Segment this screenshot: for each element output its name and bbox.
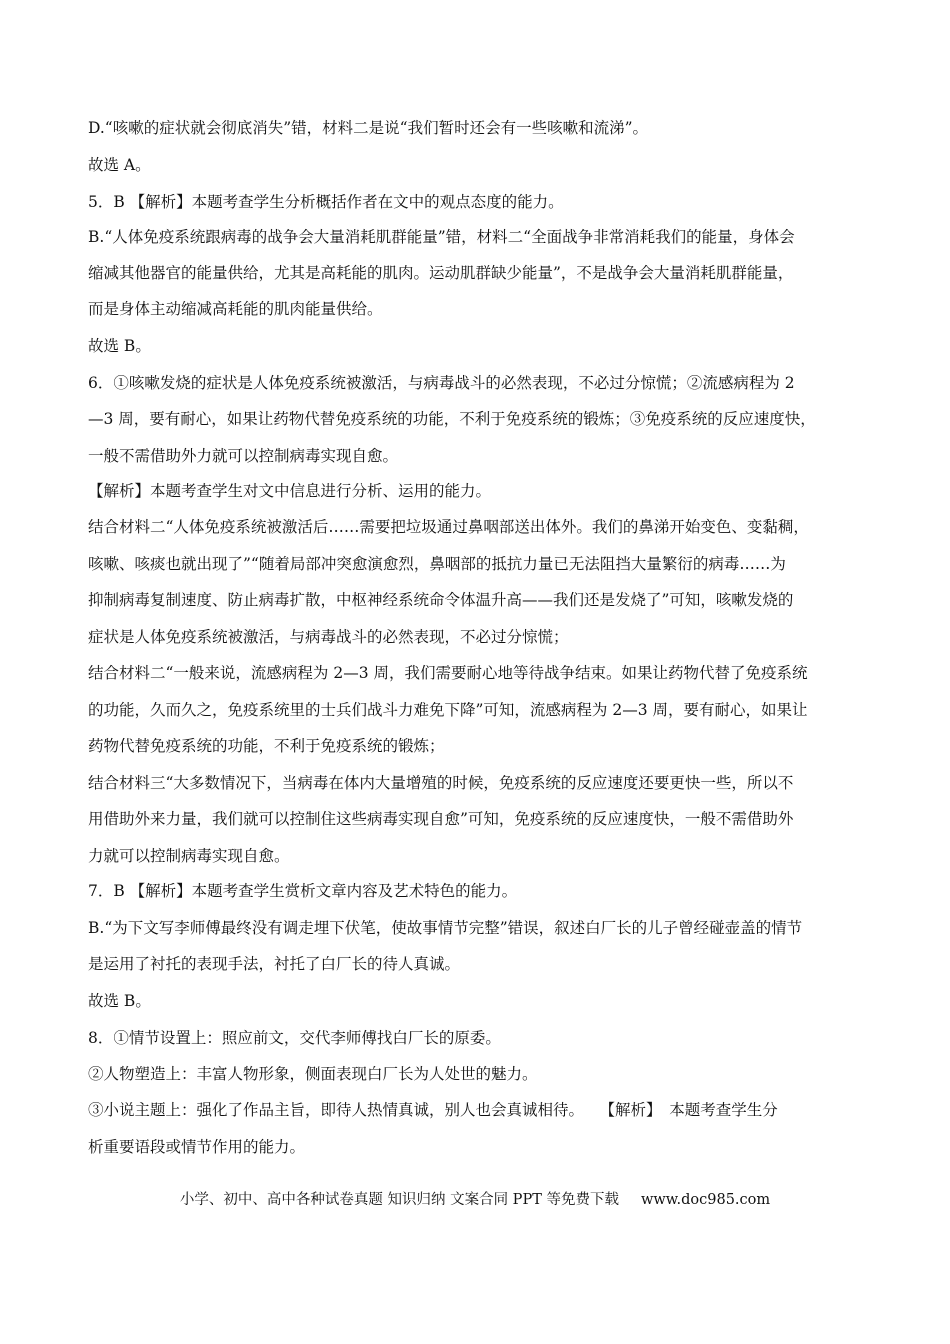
text-line: 症状是人体免疫系统被激活，与病毒战斗的必然表现，不必过分惊慌； xyxy=(88,628,569,646)
text-line: 药物代替免疫系统的功能，不利于免疫系统的锻炼； xyxy=(88,737,445,755)
text-line: B.“人体免疫系统跟病毒的战争会大量消耗肌群能量”错，材料二“全面战争非常消耗我们的能量，身体会 xyxy=(88,228,795,246)
text-line: 结合材料二“一般来说，流感病程为 2—3 周，我们需要耐心地等待战争结束。如果让药物代替了免疫系统 xyxy=(88,664,808,682)
text-line: 故选 B。 xyxy=(88,992,151,1010)
text-line: 力就可以控制病毒实现自愈。 xyxy=(88,847,290,865)
text-line: 缩减其他器官的能量供给，尤其是高耗能的肌肉。运动肌群缺少能量”，不是战争会大量消耗肌群能量， xyxy=(88,264,794,282)
text-line: 5．B 【解析】本题考查学生分析概括作者在文中的观点态度的能力。 xyxy=(88,193,564,211)
text-line: 故选 A。 xyxy=(88,156,151,174)
text-line: B.“为下文写李师傅最终没有调走埋下伏笔，使故事情节完整”错误，叙述白厂长的儿子曾经碰壶盖的情节 xyxy=(88,919,803,937)
text-line: —3 周，要有耐心，如果让药物代替免疫系统的功能，不利于免疫系统的锻炼；③免疫系统的反应速度快， xyxy=(88,410,816,428)
text-line: 【解析】本题考查学生对文中信息进行分析、运用的能力。 xyxy=(88,482,492,500)
text-line: 结合材料二“人体免疫系统被激活后……需要把垃圾通过鼻咽部送出体外。我们的鼻涕开始变色、变黏稠， xyxy=(88,518,809,536)
footer-url[interactable]: www.doc985.com xyxy=(640,1192,771,1208)
text-line: 6．①咳嗽发烧的症状是人体免疫系统被激活，与病毒战斗的必然表现，不必过分惊慌；②流感病程为 2 xyxy=(88,374,795,392)
text-line: D.“咳嗽的症状就会彻底消失”错，材料二是说“我们暂时还会有一些咳嗽和流涕”。 xyxy=(88,119,649,137)
text-line: 一般不需借助外力就可以控制病毒实现自愈。 xyxy=(88,447,399,465)
text-line: ③小说主题上：强化了作品主旨，即待人热情真诚，别人也会真诚相待。 【解析】 本题考查学生分 xyxy=(88,1101,778,1119)
footer-text: 小学、初中、高中各种试卷真题 知识归纳 文案合同 PPT 等免费下载 xyxy=(179,1192,619,1208)
text-line: 而是身体主动缩减高耗能的肌肉能量供给。 xyxy=(88,300,383,318)
text-line: ②人物塑造上：丰富人物形象，侧面表现白厂长为人处世的魅力。 xyxy=(88,1065,538,1083)
text-line: 是运用了衬托的表现手法，衬托了白厂长的待人真诚。 xyxy=(88,955,461,973)
text-line: 抑制病毒复制速度、防止病毒扩散，中枢神经系统命令体温升高——我们还是发烧了”可知，咳嗽发烧的 xyxy=(88,591,794,609)
text-line: 咳嗽、咳痰也就出现了”“随着局部冲突愈演愈烈，鼻咽部的抵抗力量已无法阻挡大量繁衍的病毒……为 xyxy=(88,555,786,573)
page-footer xyxy=(0,1190,950,1210)
text-line: 用借助外来力量，我们就可以控制住这些病毒实现自愈”可知，免疫系统的反应速度快，一般不需借助外 xyxy=(88,810,794,828)
text-line: 析重要语段或情节作用的能力。 xyxy=(88,1138,306,1156)
text-line: 8．①情节设置上：照应前文，交代李师傅找白厂长的原委。 xyxy=(88,1029,501,1047)
text-line: 故选 B。 xyxy=(88,337,151,355)
text-line: 结合材料三“大多数情况下，当病毒在体内大量增殖的时候，免疫系统的反应速度还要更快一些，所以不 xyxy=(88,774,794,792)
text-line: 7．B 【解析】本题考查学生赏析文章内容及艺术特色的能力。 xyxy=(88,882,518,900)
text-line: 的功能，久而久之，免疫系统里的士兵们战斗力难免下降”可知，流感病程为 2—3 周，要有耐心，如果让 xyxy=(88,701,808,719)
